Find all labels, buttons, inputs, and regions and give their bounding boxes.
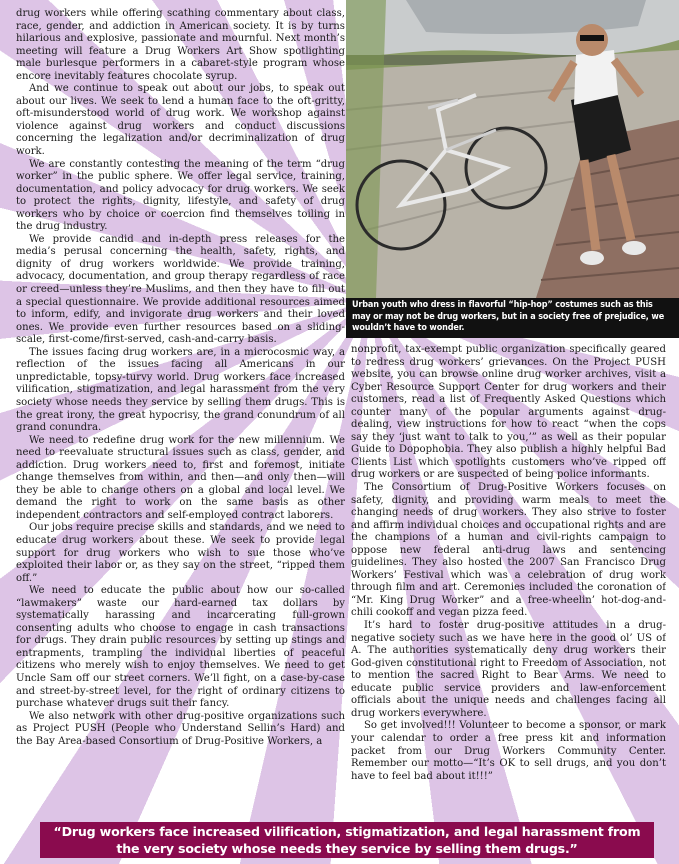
pull-quote: “Drug workers face increased vilification, stigmatization, and legal harassment from the very society whose needs they service by selling them drugs.” — [40, 822, 654, 858]
paragraph: We need to redefine drug work for the new millennium. We need to reevaluate structural issues such as class, gender, and addiction. Drug workers need to, first and foremost, initiate change themselves from within, and then—and only then—will they be able to change others on a global and local level. We demand the right to work on the same basis as other independent contractors and self-employed contract laborers. — [16, 434, 345, 521]
paragraph: The issues facing drug workers are, in a microcosmic way, a reflection of the issues facing all Americans in our unpredictable, topsy-turvy world. Drug workers face increased vilification, stigmatization, and legal harassment from the very society whose needs they service by selling them drugs. This is the great irony, the great hypocrisy, the grand conundrum of all grand conundra. — [16, 346, 345, 434]
paragraph: drug workers while offering scathing commentary about class, race, gender, and addiction in American society. It is by turns hilarious and explosive, passionate and mournful. Next month’s meeting will feature a Drug Workers Art Show spotlighting male burlesque performers in a cabaret-style program whose encore inevitably features chocolate syrup. — [16, 8, 345, 82]
paragraph: Our jobs require precise skills and standards, and we need to educate drug workers about these. We seek to provide legal support for drug workers who wish to sue those who’ve exploited their labor or, as they say on the street, “ripped them off.” — [16, 522, 345, 584]
article-column-left — [16, 8, 345, 816]
article-column-right — [351, 344, 666, 816]
paragraph: The Consortium of Drug-Positive Workers focuses on safety, dignity, and providing warm meals to meet the changing needs of drug workers. They also strive to foster and affirm individual choices and occupational rights and are the champions of a human and civil-rights campaign to oppose new federal anti-drug laws and sentencing guidelines. They also hosted the 2007 San Francisco Drug Workers’ Festival which was a celebration of drug work through film and art. Ceremonies included the coronation of “Mr. King Drug Worker” and a free-wheelin’ hot-dog-and-chili cookoff and vegan pizza feed. — [351, 482, 666, 619]
paragraph: We provide candid and in-depth press releases for the media’s perusal concerning the health, safety, rights, and dignity of drug workers worldwide. We provide training, advocacy, documentation, and group therapy regardless of race or creed—unless they’re Muslims, and then they have to fill out a special questionnaire. We provide additional resources aimed to inform, edify, and invigorate drug workers and their loved ones. We provide even further resources based on a sliding-scale, first-come/first-served, cash-and-carry basis. — [16, 233, 345, 346]
paragraph: We also network with other drug-positive organizations such as Project PUSH (People who Understand Sellin’s Hard) and the Bay Area-based Consortium of Drug-Positive Workers, a — [16, 710, 345, 747]
street-photo — [346, 0, 679, 298]
paragraph: nonprofit, tax-exempt public organization specifically geared to redress drug workers’ grievances. On the Project PUSH website, you can browse online drug worker archives, visit a Cyber Resource Support Center for drug workers and their customers, read a list of Frequently Asked Questions which counter many of the popular arguments against drug-dealing, view instructions for how to react “when the cops say they ‘just want to talk to you,’” as well as their popular Guide to Dopophobia. They also publish a highly helpful Bad Clients List which spotlights customers who’ve ripped off drug workers or are suspected of being police informants. — [351, 344, 666, 481]
paragraph: We need to educate the public about how our so-called “lawmakers” waste our hard-earned tax dollars by systematically harassing and incarcerating full-grown consenting adults who choose to engage in cash transactions for drugs. They drain public resources by setting up stings and entrapments, trampling the individual liberties of peaceful citizens who merely wish to enjoy themselves. We need to get Uncle Sam off our street corners. We’ll fight, on a case-by-case and street-by-street level, for the right of ordinary citizens to purchase whatever drugs suit their fancy. — [16, 585, 345, 710]
paragraph: And we continue to speak out about our jobs, to speak out about our lives. We seek to lend a human face to the oft-gritty, oft-misunderstood world of drug work. We workshop against violence against drug workers and conduct discussions concerning the legalization and/or decriminalization of drug work. — [16, 83, 345, 158]
photo-caption: Urban youth who dress in flavorful “hip-hop” costumes such as this may or may not be drug workers, but in a society free of prejudice, we wouldn’t have to wonder. — [346, 298, 679, 338]
paragraph: So get involved!!! Volunteer to become a sponsor, or mark your calendar to order a free press kit and information packet from our Drug Workers Community Center. Remember our motto—“It’s OK to sell drugs, and you don’t have to feel bad about it!!!” — [351, 720, 666, 782]
paragraph: It’s hard to foster drug-positive attitudes in a drug-negative society such as we have here in the good ol’ US of A. The authorities systematically deny drug workers their God-given constitutional right to Freedom of Association, not to mention the sacred Right to Bear Arms. We need to educate public service providers and law-enforcement officials about the unique needs and challenges facing all drug workers everywhere. — [351, 620, 666, 719]
paragraph: We are constantly contesting the meaning of the term “drug worker” in the public sphere. We offer legal service, training, documentation, and policy advocacy for drug workers. We seek to protect the rights, dignity, lifestyle, and safety of drug workers who by choice or coercion find themselves toiling in the drug industry. — [16, 158, 345, 233]
